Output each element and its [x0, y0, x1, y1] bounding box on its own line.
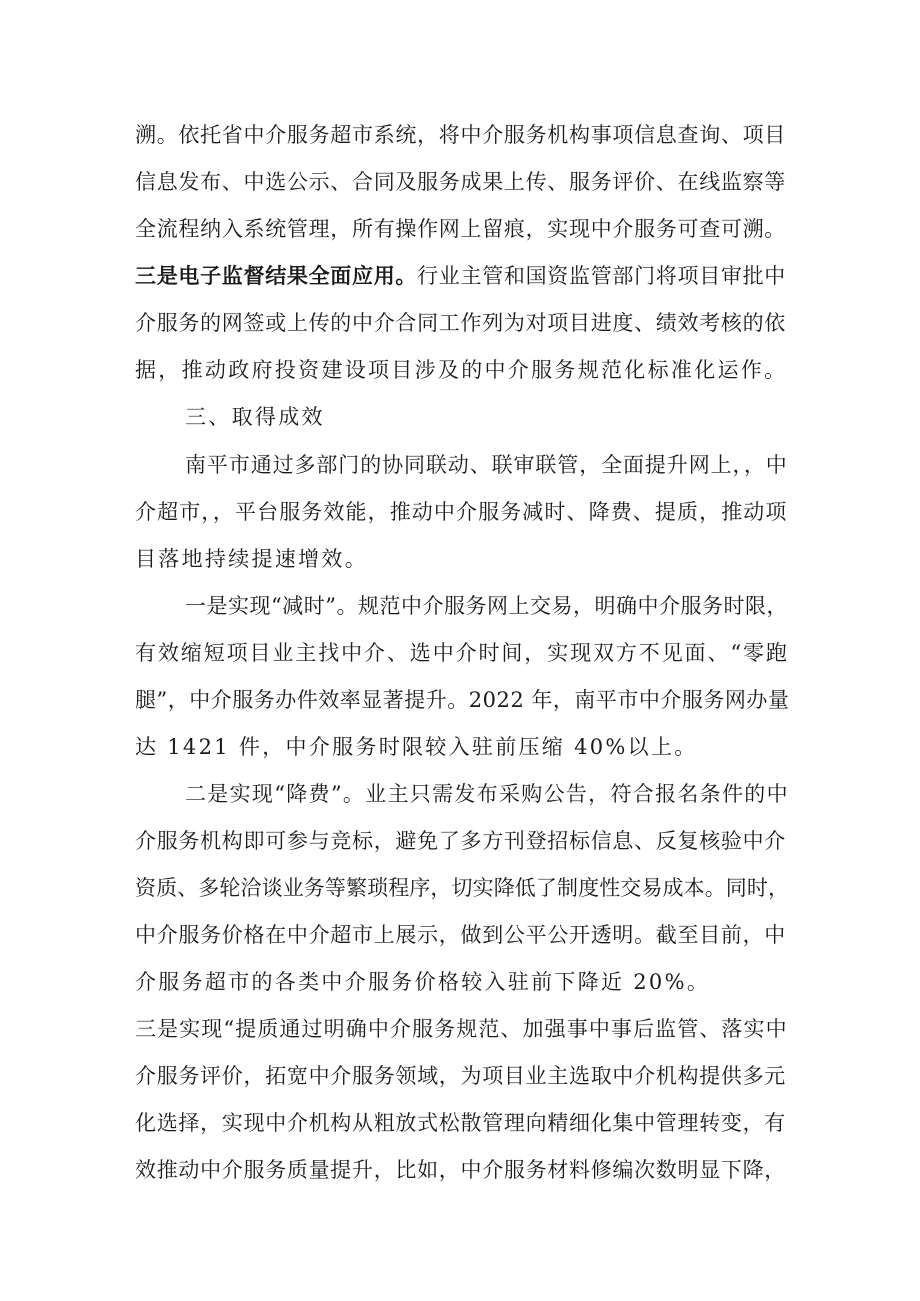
- text-line: [135, 262, 790, 290]
- text-line: 效推动中介服务质量提升，比如，中介服务材料修编次数明显下降，: [135, 1158, 786, 1182]
- text-line: 二是实现“降费”。业主只需发布采购公告，符合报名条件的中: [185, 782, 789, 806]
- text-line: 化选择，实现中介机构从粗放式松散管理向精细化集中管理转变，有: [135, 1111, 786, 1135]
- text-line: 介超市，，平台服务效能，推动中介服务减时、降费、提质，推动项: [135, 500, 788, 524]
- text-line: 三是实现“提质通过明确中介服务规范、加强事中事后监管、落实中: [135, 1017, 788, 1041]
- text-line: 介服务机构即可参与竞标，避免了多方刊登招标信息、反复核验中介: [135, 829, 786, 853]
- text-line: 腿”，中介服务办件效率显著提升。2022 年，南平市中介服务网办量: [135, 688, 790, 712]
- text-line: 有效缩短项目业主找中介、选中介时间，实现双方不见面、“零跑: [135, 641, 789, 665]
- text-line: 一是实现“减时”。规范中介服务网上交易，明确中介服务时限，: [185, 594, 788, 618]
- text-line: 资质、多轮洽谈业务等繁琐程序，切实降低了制度性交易成本。同时，: [135, 876, 790, 900]
- text-line: 介服务评价，拓宽中介服务领域，为项目业主选取中介机构提供多元: [135, 1064, 786, 1088]
- text-line: 介服务超市的各类中介服务价格较入驻前下降近 20%。: [135, 970, 711, 994]
- text-line: 中介服务价格在中介超市上展示，做到公平公开透明。截至目前，中: [135, 923, 786, 947]
- text-run: 行业主管和国资监管部门将项目审批中: [417, 264, 787, 288]
- text-line: 介服务的网签或上传的中介合同工作列为对项目进度、绩效考核的依: [135, 311, 786, 335]
- text-line: 达 1421 件，中介服务时限较入驻前压缩 40%以上。: [135, 735, 698, 759]
- bold-lead: 三是电子监督结果全面应用。: [135, 263, 418, 288]
- text-line: 全流程纳入系统管理，所有操作网上留痕，实现中介服务可查可溯。: [135, 217, 786, 241]
- text-line: 目落地持续提速增效。: [135, 547, 368, 571]
- text-line: 溯。依托省中介服务超市系统，将中介服务机构事项信息查询、项目: [135, 123, 786, 147]
- text-line: 信息发布、中选公示、合同及服务成果上传、服务评价、在线监察等: [135, 170, 786, 194]
- section-heading: 三、取得成效: [185, 405, 325, 429]
- text-line: 据，推动政府投资建设项目涉及的中介服务规范化标准化运作。: [135, 358, 788, 382]
- text-line: 南平市通过多部门的协同联动、联审联管，全面提升网上，，中: [185, 453, 788, 477]
